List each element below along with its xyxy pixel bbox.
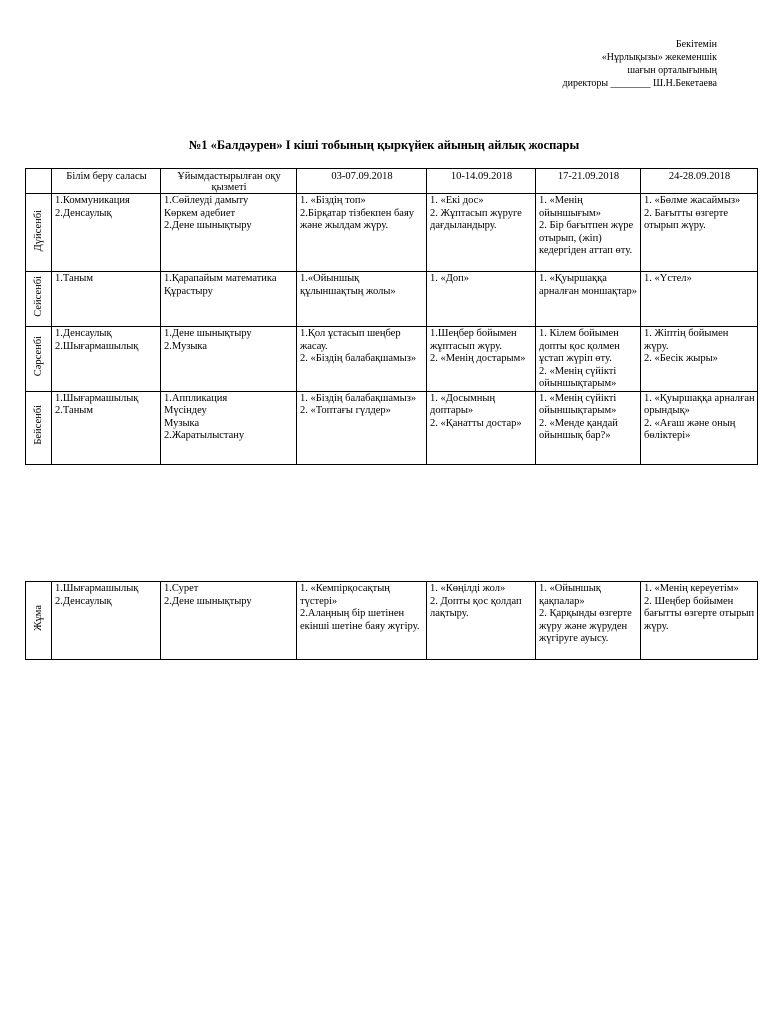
monthly-plan-table bbox=[25, 168, 758, 465]
friday-week-2-cell bbox=[427, 582, 536, 660]
tuesday-week-3-cell bbox=[536, 272, 641, 327]
activity-line: Музыка bbox=[164, 417, 200, 429]
area-line: 2.Денсаулық bbox=[55, 207, 112, 219]
wednesday-area-cell bbox=[52, 327, 161, 392]
thursday-week-1-cell bbox=[297, 391, 427, 464]
area-line: 2.Шығармашылық bbox=[55, 340, 139, 352]
thursday-activity-cell bbox=[161, 391, 297, 464]
plan-line: 2. «Ағаш және оның бөліктері» bbox=[644, 417, 736, 441]
friday-row bbox=[26, 582, 758, 660]
monday-activity-cell bbox=[161, 194, 297, 272]
activity-line: 1.Сөйлеуді дамыту bbox=[164, 195, 249, 206]
plan-line: 1. Жіптің бойымен жүру. bbox=[644, 328, 729, 352]
area-line: 2.Денсаулық bbox=[55, 595, 112, 607]
area-line: 1.Коммуникация bbox=[55, 195, 130, 206]
plan-line: 1. «Біздің балабақшамыз» bbox=[300, 392, 417, 404]
activity-line: 1.Сурет bbox=[164, 583, 199, 594]
plan-line: 1.«Ойыншық құлыншақтың жолы» bbox=[300, 273, 396, 297]
area-line: 2.Таным bbox=[55, 405, 94, 416]
approval-line: «Нұрлықызы» жекеменшік bbox=[601, 52, 717, 63]
thursday-area-cell bbox=[52, 391, 161, 464]
plan-line: 1. Кілем бойымен допты қос қолмен ұстап жүріп өту. bbox=[539, 328, 620, 364]
plan-line: 1. «Досымның доптары» bbox=[430, 392, 496, 416]
tuesday-day-cell bbox=[26, 272, 52, 327]
plan-line: 2. «Топтағы гүлдер» bbox=[300, 405, 391, 416]
day-label: Бейсенбі bbox=[32, 405, 44, 446]
friday-week-4-cell bbox=[641, 582, 758, 660]
area-line: 1.Шығармашылық bbox=[55, 583, 139, 594]
monday-area-cell bbox=[52, 194, 161, 272]
day-label: Жұма bbox=[32, 605, 44, 632]
area-line: 1.Таным bbox=[55, 273, 94, 284]
header-organized-activity: Ұйымдастырылған оқу қызметі bbox=[161, 169, 297, 194]
thursday-week-3-cell bbox=[536, 391, 641, 464]
area-line: 1.Шығармашылық bbox=[55, 392, 139, 404]
plan-line: 1.Шеңбер бойымен жұптасып жүру. bbox=[430, 328, 517, 352]
plan-line: 2. «Менің достарым» bbox=[430, 353, 526, 364]
friday-day-cell bbox=[26, 582, 52, 660]
plan-line: 1. «Ойыншық қақпалар» bbox=[539, 583, 601, 607]
plan-line: 1. «Менің кереуетім» bbox=[644, 583, 739, 594]
approval-line: Бекітемін bbox=[675, 39, 717, 50]
table-header-row bbox=[26, 169, 758, 194]
plan-line: 1. «Қуыршаққа арналған орындық» bbox=[644, 392, 755, 416]
monday-week-1-cell bbox=[297, 194, 427, 272]
plan-line: 1. «Қуыршаққа арналған моншақтар» bbox=[539, 273, 637, 297]
plan-line: 1. «Кемпірқосақтың түстері» bbox=[300, 583, 390, 607]
thursday-day-cell bbox=[26, 391, 52, 464]
plan-line: 2. «Менің сүйікті ойыншықтарым» bbox=[539, 365, 617, 389]
plan-line: 2. «Менде қандай ойыншық бар?» bbox=[539, 417, 618, 441]
plan-line: 1. «Менің ойыншығым» bbox=[539, 195, 601, 219]
plan-line: 1.Қол ұстасып шеңбер жасау. bbox=[300, 328, 401, 352]
plan-line: 1. «Бөлме жасаймыз» bbox=[644, 195, 741, 206]
header-week-3: 17-21.09.2018 bbox=[536, 169, 641, 194]
friday-week-3-cell bbox=[536, 582, 641, 660]
plan-line: 2. Бір бағытпен жүре отырып, (жіп) кедергіден аттап өту. bbox=[539, 220, 634, 256]
thursday-week-2-cell bbox=[427, 391, 536, 464]
tuesday-week-2-cell bbox=[427, 272, 536, 327]
monday-week-4-cell bbox=[641, 194, 758, 272]
area-line: 1.Денсаулық bbox=[55, 328, 112, 339]
activity-line: 2.Жаратылыстану bbox=[164, 430, 245, 441]
plan-line: 2.Бірқатар тізбекпен баяу және жылдам жүру. bbox=[300, 207, 415, 231]
plan-line: 2. Қарқынды өзгерте жүру және жүруден жүгіруге ауысу. bbox=[539, 608, 632, 644]
monday-week-2-cell bbox=[427, 194, 536, 272]
wednesday-week-1-cell bbox=[297, 327, 427, 392]
approval-block bbox=[563, 38, 718, 90]
activity-line: 1.Дене шынықтыру bbox=[164, 328, 252, 339]
tuesday-row bbox=[26, 272, 758, 327]
header-week-2: 10-14.09.2018 bbox=[427, 169, 536, 194]
thursday-row bbox=[26, 391, 758, 464]
header-week-1: 03-07.09.2018 bbox=[297, 169, 427, 194]
plan-line: 1. «Біздің топ» bbox=[300, 195, 366, 206]
activity-line: 2.Дене шынықтыру bbox=[164, 220, 252, 231]
plan-line: 1. «Көңілді жол» bbox=[430, 583, 506, 594]
plan-line: 2. Бағытты өзгерте отырып жүру. bbox=[644, 207, 728, 231]
friday-plan-table bbox=[25, 581, 758, 660]
header-week-4: 24-28.09.2018 bbox=[641, 169, 758, 194]
tuesday-activity-cell bbox=[161, 272, 297, 327]
plan-line: 2. «Бесік жыры» bbox=[644, 353, 718, 364]
wednesday-week-4-cell bbox=[641, 327, 758, 392]
plan-line: 1. «Үстел» bbox=[644, 273, 692, 284]
activity-line: 1.Аппликация bbox=[164, 392, 228, 404]
header-day-cell bbox=[26, 169, 52, 194]
monday-week-3-cell bbox=[536, 194, 641, 272]
friday-activity-cell bbox=[161, 582, 297, 660]
plan-line: 1. «Менің сүйікті ойыншықтарым» bbox=[539, 392, 617, 416]
plan-line: 2. Шеңбер бойымен бағытты өзгерте отырып жүру. bbox=[644, 595, 755, 632]
wednesday-row bbox=[26, 327, 758, 392]
header-education-area: Білім беру саласы bbox=[52, 169, 161, 194]
day-label: Сейсенбі bbox=[32, 276, 44, 318]
plan-line: 1. «Екі дос» bbox=[430, 195, 484, 206]
activity-line: Құрастыру bbox=[164, 285, 213, 297]
wednesday-day-cell bbox=[26, 327, 52, 392]
monday-row bbox=[26, 194, 758, 272]
plan-line: 1. «Доп» bbox=[430, 273, 470, 284]
activity-line: Мүсіндеу bbox=[164, 405, 207, 416]
approval-line: шағын орталығының bbox=[627, 65, 717, 76]
tuesday-week-4-cell bbox=[641, 272, 758, 327]
tuesday-area-cell bbox=[52, 272, 161, 327]
wednesday-activity-cell bbox=[161, 327, 297, 392]
activity-line: Көркем әдебиет bbox=[164, 207, 236, 219]
monday-day-cell bbox=[26, 194, 52, 272]
thursday-week-4-cell bbox=[641, 391, 758, 464]
plan-line: 2. «Біздің балабақшамыз» bbox=[300, 353, 417, 364]
friday-area-cell bbox=[52, 582, 161, 660]
wednesday-week-3-cell bbox=[536, 327, 641, 392]
plan-line: 2.Алаңның бір шетінен екінші шетіне баяу жүгіру. bbox=[300, 608, 420, 632]
activity-line: 1.Қарапайым математика bbox=[164, 273, 277, 284]
plan-line: 2. «Қанатты достар» bbox=[430, 417, 522, 429]
day-label: Дүйсенбі bbox=[32, 209, 44, 251]
wednesday-week-2-cell bbox=[427, 327, 536, 392]
plan-line: 2. Допты қос қолдап лақтыру. bbox=[430, 595, 522, 619]
tuesday-week-1-cell bbox=[297, 272, 427, 327]
document-title: №1 «Балдәурен» І кіші тобының қыркүйек айының айлық жоспары bbox=[188, 138, 580, 152]
plan-line: 2. Жұптасып жүруге дағдыландыру. bbox=[430, 207, 522, 231]
activity-line: 2.Дене шынықтыру bbox=[164, 595, 252, 607]
day-label: Сәрсенбі bbox=[32, 336, 44, 377]
approval-signature-line: директоры ________ Ш.Н.Бекетаева bbox=[562, 78, 717, 89]
friday-week-1-cell bbox=[297, 582, 427, 660]
activity-line: 2.Музыка bbox=[164, 340, 208, 352]
